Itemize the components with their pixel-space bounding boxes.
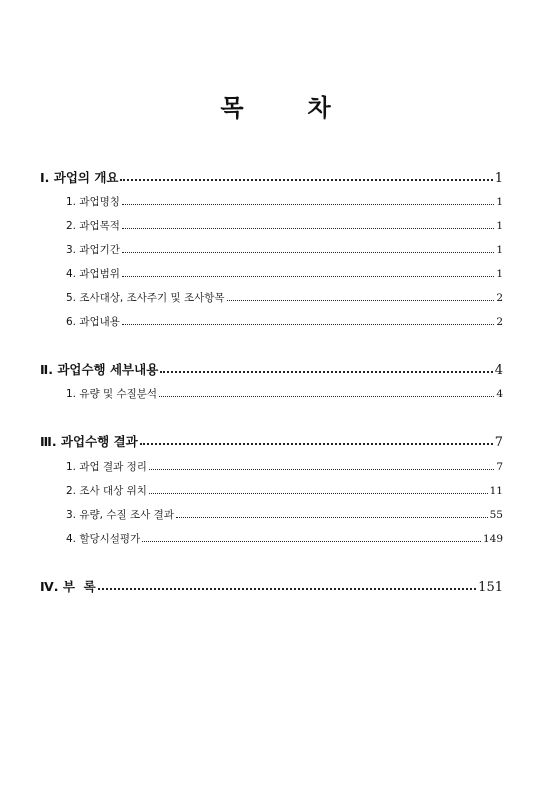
toc-page-number: 1 xyxy=(494,171,503,186)
title-left: 목 xyxy=(220,94,244,122)
toc-page-number: 4 xyxy=(494,363,503,378)
toc-item[interactable] xyxy=(66,290,503,305)
leader-dots xyxy=(149,469,494,470)
toc-label: 3. 유량, 수질 조사 결과 xyxy=(66,509,174,521)
toc-item[interactable] xyxy=(66,314,503,329)
toc-label: 1. 과업 결과 정리 xyxy=(66,461,147,473)
leader-dots xyxy=(122,228,494,229)
leader-dots xyxy=(122,276,494,277)
toc-page-number: 4 xyxy=(496,388,503,400)
leader-dots xyxy=(122,204,494,205)
toc-label: 1. 유량 및 수질분석 xyxy=(66,388,158,400)
toc-page-number: 1 xyxy=(496,244,503,256)
toc-section-1[interactable] xyxy=(40,168,503,186)
leader-dots xyxy=(159,396,494,397)
toc-label: Ⅳ. 부 록 xyxy=(40,579,96,594)
toc-item[interactable] xyxy=(66,242,503,257)
toc-label: 3. 과업기간 xyxy=(66,244,120,256)
toc-page-number: 1 xyxy=(496,268,503,280)
toc-label: 5. 조사대상, 조사주기 및 조사항목 xyxy=(66,292,225,304)
toc-label: 1. 과업명칭 xyxy=(66,196,120,208)
leader-dots xyxy=(160,371,492,373)
toc-item[interactable] xyxy=(66,386,503,401)
leader-dots xyxy=(122,252,494,253)
leader-dots xyxy=(227,300,495,301)
toc-label: 2. 과업목적 xyxy=(66,220,120,232)
toc-item[interactable] xyxy=(66,194,503,209)
toc-label: 4. 과업범위 xyxy=(66,268,120,280)
leader-dots xyxy=(98,588,476,590)
toc-item[interactable] xyxy=(66,459,503,474)
toc-label: Ⅱ. 과업수행 세부내용 xyxy=(40,362,159,377)
leader-dots xyxy=(140,443,493,445)
toc-item[interactable] xyxy=(66,218,503,233)
toc-page-number: 151 xyxy=(478,580,503,595)
toc-label: 4. 할당시설평가 xyxy=(66,533,141,545)
toc-page-number: 149 xyxy=(482,533,503,545)
toc-page-number: 2 xyxy=(496,316,503,328)
toc-label: Ⅰ. 과업의 개요 xyxy=(40,170,119,185)
toc-section-4[interactable] xyxy=(40,577,503,595)
toc-label: 2. 조사 대상 위치 xyxy=(66,485,147,497)
toc-page-number: 1 xyxy=(496,220,503,232)
toc-page-number: 1 xyxy=(496,196,503,208)
toc-item[interactable] xyxy=(66,531,503,546)
leader-dots xyxy=(120,179,492,181)
toc-page-number: 11 xyxy=(489,485,503,497)
toc-page-number: 2 xyxy=(496,292,503,304)
toc-section-2[interactable] xyxy=(40,360,503,378)
toc-page-number: 7 xyxy=(496,461,503,473)
toc-page-number: 55 xyxy=(489,509,503,521)
toc-section-3[interactable] xyxy=(40,432,503,450)
leader-dots xyxy=(149,493,488,494)
toc-label: 6. 과업내용 xyxy=(66,316,120,328)
toc-label: Ⅲ. 과업수행 결과 xyxy=(40,434,138,449)
leader-dots xyxy=(176,517,488,518)
title-right: 차 xyxy=(307,94,331,122)
toc-item[interactable] xyxy=(66,507,503,522)
leader-dots xyxy=(142,541,481,542)
page-title xyxy=(0,88,551,123)
toc-page-number: 7 xyxy=(494,435,503,450)
leader-dots xyxy=(122,324,494,325)
toc-item[interactable] xyxy=(66,266,503,281)
toc-item[interactable] xyxy=(66,483,503,498)
